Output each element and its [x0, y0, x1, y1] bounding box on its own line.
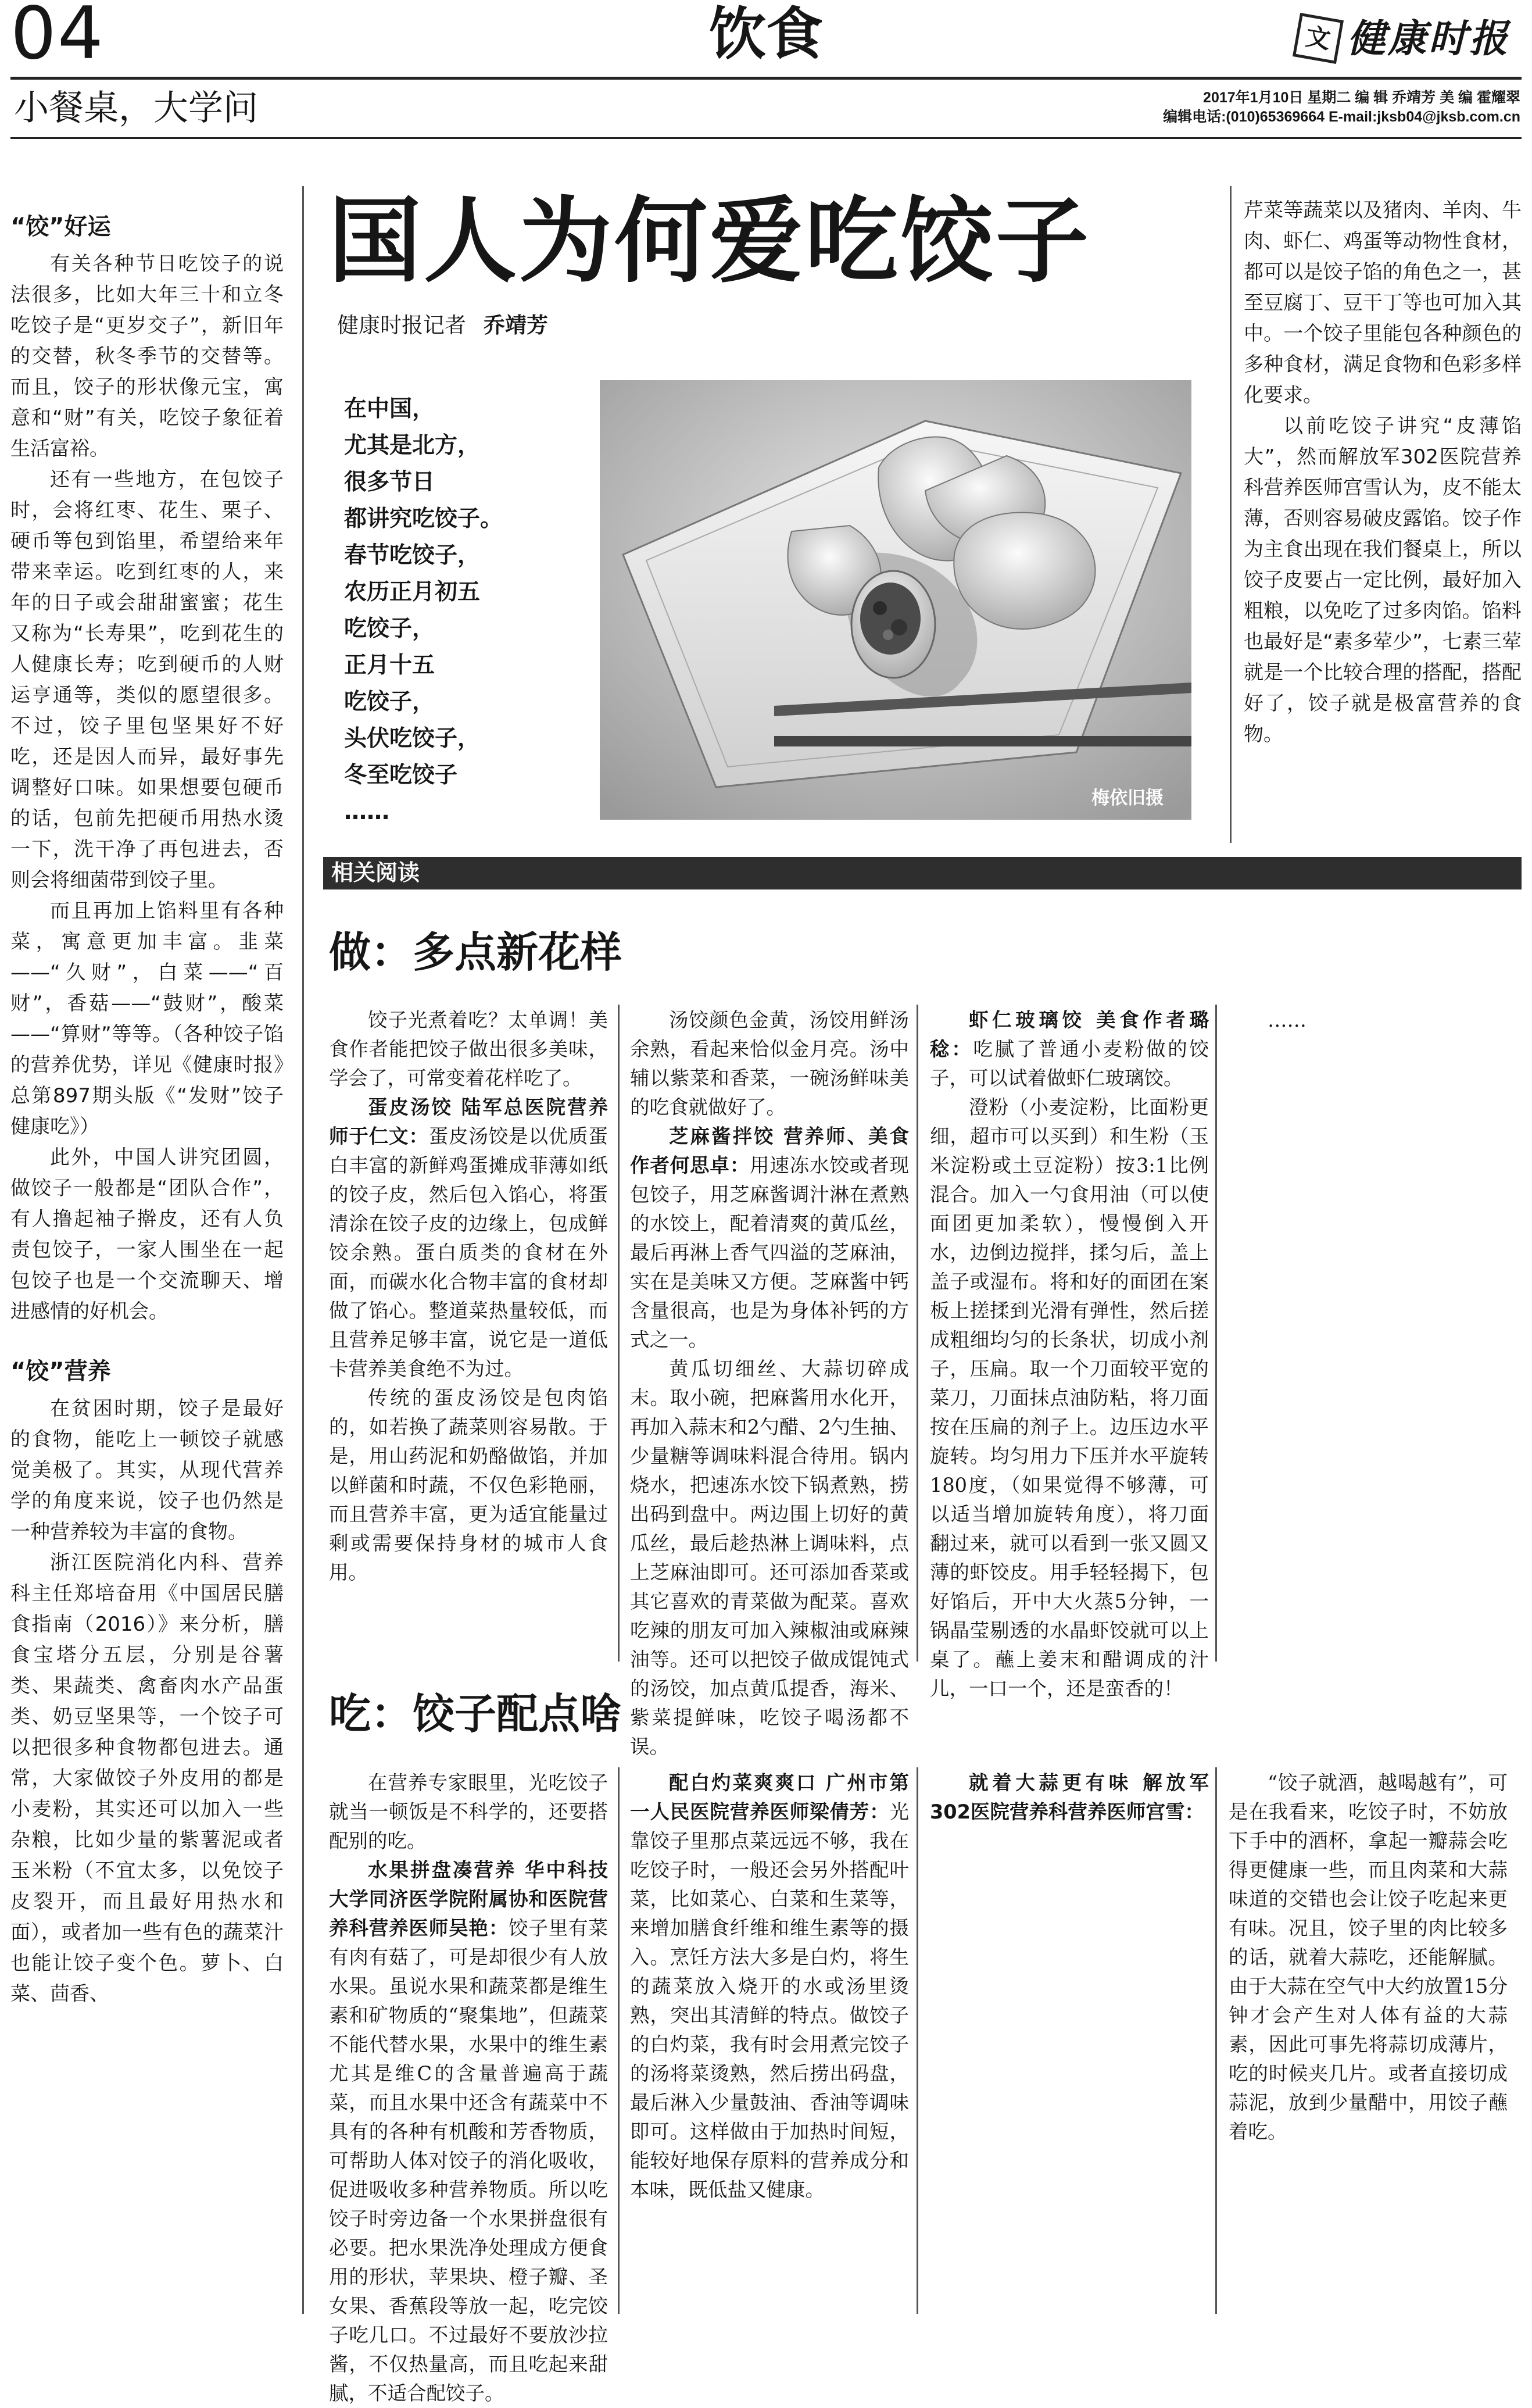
- column-divider: [1215, 1005, 1217, 1662]
- newspaper-logo: [1296, 16, 1510, 60]
- left-heading-nutrition: “饺”营养: [10, 1358, 111, 1385]
- edition-info: [1163, 88, 1520, 126]
- eating-column-3: [930, 1769, 1209, 2315]
- subhead-cooking: 做：多点新花样: [329, 927, 622, 977]
- left-paragraph: 在贫困时期，饺子是最好的食物，能吃上一顿饺子就感觉美极了。其实，从现代营养学的角度来说，饺子也仍然是一种营养较为丰富的食物。: [10, 1397, 284, 1544]
- article-right-column: [1244, 195, 1522, 750]
- lede-line: 头伏吃饺子，: [344, 726, 481, 752]
- egg-dumpling-text: 蛋皮汤饺是以优质蛋白丰富的新鲜鸡蛋摊成菲薄如纸的饺子皮，然后包入馅心，将蛋清涂在饺子皮的边缘上，包成鲜饺余熟。蛋白质类的食材在外面，而碳水化合物丰富的食材却做了馅心。整道菜热量较低，而且营养足够丰富，说它是一道低卡营养美食绝不为过。: [329, 1125, 608, 1380]
- eating-column-1: [329, 1769, 608, 2405]
- byline: [337, 313, 548, 338]
- column-divider: [917, 1005, 918, 1662]
- related-reading-label: 相关阅读: [331, 860, 420, 885]
- lede-line: ……: [344, 799, 389, 825]
- lede-line: 正月十五: [344, 652, 435, 678]
- lede-line: 都讲究吃饺子。: [344, 506, 503, 532]
- column-divider: [618, 1005, 620, 1662]
- article-paragraph: 以前吃饺子讲究“皮薄馅大”，然而解放军302医院营养科营养医师宫雪认为，皮不能太薄，否则容易破皮露馅。饺子作为主食出现在我们餐桌上，所以饺子皮要占一定比例，最好加入粗粮，以免吃了过多肉馅。馅料也最好是“素多荤少”，七素三荤就是一个比较合理的搭配，搭配好了，饺子就是极富营养的食物。: [1244, 415, 1522, 746]
- garlic-title: 就着大蒜更有味 解放军302医院营养科营养医师宫雪：: [930, 1771, 1209, 1823]
- lede-block: [344, 391, 588, 830]
- page-number: 04: [10, 0, 105, 76]
- logo-mark: 文: [1293, 13, 1344, 64]
- lede-line: 吃饺子，: [344, 689, 435, 715]
- shrimp-dumpling-text2: 澄粉（小麦淀粉，比面粉更细，超市可以买到）和生粉（玉米淀粉或土豆淀粉）按3:1比例混合。加入一勺食用油（可以使面团更加柔软），慢慢倒入开水，边倒边搅拌，揉匀后，盖上盖子或湿布。将和好的面团在案板上搓揉到光滑有弹性，然后搓成粗细均匀的长条状，切成小剂子，压扁。取一个刀面较平宽的菜刀，刀面抹点油防粘，将刀面按在压扁的剂子上。边压边水平旋转。均匀用力下压并水平旋转180度，（如果觉得不够薄，可以适当增加旋转角度），将刀面翻过来，就可以看到一张又圆又薄的虾饺皮。用手轻轻揭下，包好馅后，开中大火蒸5分钟，一锅晶莹剔透的水晶虾饺就可以上桌了。蘸上姜末和醋调成的汁儿，一口一个，还是蛮香的！: [930, 1096, 1209, 1700]
- edition-contact: 编辑电话:(010)65369664 E-mail:jksb04@jksb.com.cn: [1163, 108, 1520, 125]
- lede-line: 农历正月初五: [344, 579, 481, 605]
- blanched-veg-title: 配白灼菜爽爽口 广州市第一人民医院营养医师梁倩芳：: [630, 1771, 909, 1823]
- sesame-dumpling-title: 芝麻酱拌饺 营养师、美食作者何思卓：: [630, 1125, 909, 1177]
- lede-line: 尤其是北方，: [344, 433, 481, 459]
- cooking-column-4: [1229, 1006, 1508, 1663]
- lede-line: 很多节日: [344, 469, 435, 495]
- column-divider: [618, 1767, 620, 2314]
- byline-name: 乔靖芳: [484, 313, 548, 338]
- egg-dumpling-text3: 汤饺颜色金黄，汤饺用鲜汤余熟，看起来恰似金月亮。汤中辅以紫菜和香菜，一碗汤鲜味美的吃食就做好了。: [630, 1009, 909, 1119]
- dumpling-photo: [600, 380, 1191, 820]
- column-divider: [1230, 186, 1232, 843]
- left-column: [10, 209, 284, 2314]
- lede-line: 春节吃饺子，: [344, 542, 481, 569]
- left-paragraph: 而且再加上馅料里有各种菜，寓意更加丰富。韭菜——“久财”，白菜——“百财”，香菇——“鼓财”，酸菜——“算财”等等。（各种饺子馅的营养优势，详见《健康时报》总第897期头版《“发财”饺子健康吃》）: [10, 899, 284, 1138]
- column-divider: [1215, 1767, 1217, 2314]
- cooking-column-1: [329, 1006, 608, 1663]
- column-divider: [917, 1767, 918, 2314]
- cooking-column-3: [930, 1006, 1209, 1700]
- lede-line: 在中国，: [344, 396, 435, 422]
- cooking-intro: 饺子光煮着吃？太单调！美食作者能把饺子做出很多美味，学会了，可常变着花样吃了。: [329, 1009, 608, 1089]
- lede-line: 吃饺子，: [344, 616, 435, 642]
- eating-column-2: [630, 1769, 909, 2315]
- shrimp-dumpling-text: 吃腻了普通小麦粉做的饺子，可以试着做虾仁玻璃饺。: [930, 1038, 1209, 1089]
- garlic-text: “饺子就酒，越喝越有”，可是在我看来，吃饺子时，不妨放下手中的酒杯，拿起一瓣蒜会吃得更健康一些，而且肉菜和大蒜味道的交错也会让饺子吃起来更有味。况且，饺子里的肉比较多的话，就着大蒜吃，还能解腻。由于大蒜在空气中大约放置15分钟才会产生对人体有益的大蒜素，因此可事先将蒜切成薄片，吃的时候夹几片。或者直接切成蒜泥，放到少量醋中，用饺子蘸着吃。: [1229, 1771, 1508, 2143]
- byline-label: 健康时报记者: [337, 313, 466, 338]
- shrimp-dumpling-title: 虾仁玻璃饺 美食作者璐稔：: [930, 1009, 1209, 1060]
- left-paragraph: 此外，中国人讲究团圆，做饺子一般都是“团队合作”，有人撸起袖子擀皮，还有人负责包饺子，一家人围坐在一起包饺子也是一个交流聊天、增进感情的好机会。: [10, 1146, 284, 1323]
- left-heading-luck: “饺”好运: [10, 213, 111, 240]
- section-title: 饮食: [709, 1, 824, 67]
- left-paragraph: 有关各种节日吃饺子的说法很多，比如大年三十和立冬吃饺子是“更岁交子”，新旧年的交替，秋冬季节的交替等。而且，饺子的形状像元宝，寓意和“财”有关，吃饺子象征着生活富裕。: [10, 252, 284, 460]
- sesame-dumpling-text: 用速冻水饺或者现包饺子，用芝麻酱调汁淋在煮熟的水饺上，配着清爽的黄瓜丝，最后再淋上香气四溢的芝麻油，实在是美味又方便。芝麻酱中钙含量很高，也是为身体补钙的方式之一。: [630, 1154, 910, 1351]
- egg-dumpling-text2: 传统的蛋皮汤饺是包肉馅的，如若换了蔬菜则容易散。于是，用山药泥和奶酪做馅，并加以鲜菌和时蔬，不仅色彩艳丽，而且营养丰富，更为适宜能量过剩或需要保持身材的城市人食用。: [329, 1387, 608, 1584]
- column-divider: [302, 186, 304, 2314]
- fruit-platter-title: 水果拼盘凑营养 华中科技大学同济医学院附属协和医院营养科营养医师吴艳：: [329, 1859, 608, 1939]
- shrimp-dumpling-text2-cont: ……: [1268, 1009, 1307, 1031]
- eating-column-4: [1229, 1769, 1508, 2315]
- logo-text: 健康时报: [1347, 16, 1510, 61]
- cooking-column-2: [630, 1006, 910, 1758]
- subhead-eating: 吃：饺子配点啥: [329, 1689, 622, 1738]
- article-paragraph: 芹菜等蔬菜以及猪肉、羊肉、牛肉、虾仁、鸡蛋等动物性食材，都可以是饺子馅的角色之一，甚至豆腐丁、豆干丁等也可加入其中。一个饺子里能包各种颜色的多种食材，满足食物和色彩多样化要求。: [1244, 199, 1522, 407]
- header-rule: [10, 77, 1522, 80]
- sesame-dumpling-text2: 黄瓜切细丝、大蒜切碎成末。取小碗，把麻酱用水化开，再加入蒜末和2勺醋、2勺生抽、少量糖等调味料混合待用。锅内烧水，把速冻水饺下锅煮熟，捞出码到盘中。两边围上切好的黄瓜丝，最后趁热淋上调味料，点上芝麻油即可。还可添加香菜或其它喜欢的青菜做为配菜。喜欢吃辣的朋友可加入辣椒油或麻辣油等。还可以把饺子做成馄饨式的汤饺，加点黄瓜提香，海米、紫菜提鲜味，吃饺子喝汤都不误。: [630, 1357, 909, 1758]
- egg-dumpling-title: 蛋皮汤饺 陆军总医院营养师于仁文：: [329, 1096, 608, 1148]
- eating-intro: 在营养专家眼里，光吃饺子就当一顿饭是不科学的，还要搭配别的吃。: [329, 1771, 608, 1852]
- headline: 国人为何爱吃饺子: [328, 186, 1091, 295]
- left-paragraph: 还有一些地方，在包饺子时，会将红枣、花生、栗子、硬币等包到馅里，希望给来年带来幸运。吃到红枣的人，来年的日子或会甜甜蜜蜜；花生又称为“长寿果”，吃到花生的人健康长寿；吃到硬币的人财运亨通等，类似的愿望很多。不过，饺子里包坚果好不好吃，还是因人而异，最好事先调整好口味。如果想要包硬币的话，包前先把硬币用热水烫一下，洗干净了再包进去，否则会将细菌带到饺子里。: [10, 468, 284, 892]
- fruit-platter-text: 饺子里有菜有肉有菇了，可是却很少有人放水果。虽说水果和蔬菜都是维生素和矿物质的“聚集地”，但蔬菜不能代替水果，水果中的维生素尤其是维C的含量普遍高于蔬菜，而且水果中还含有蔬菜中不具有的各种有机酸和芳香物质，可帮助人体对饺子的消化吸收，促进吸收多种营养物质。所以吃饺子时旁边备一个水果拼盘很有必要。把水果洗净处理成方便食用的形状，苹果块、橙子瓣、圣女果、香蕉段等放一起，吃完饺子吃几口。不过最好不要放沙拉酱，不仅热量高，而且吃起来甜腻，不适合配饺子。: [329, 1917, 608, 2405]
- blanched-veg-text: 光靠饺子里那点菜远远不够，我在吃饺子时，一般还会另外搭配叶菜，比如菜心、白菜和生菜等，来增加膳食纤维和维生素等的摄入。烹饪方法大多是白灼，将生的蔬菜放入烧开的水或汤里烫熟，突出其清鲜的特点。做饺子的白灼菜，我有时会用煮完饺子的汤将菜烫熟，然后捞出码盘，最后淋入少量鼓油、香油等调味即可。这样做由于加热时间短，能较好地保存原料的营养成分和本味，既低盐又健康。: [630, 1800, 909, 2201]
- header-rule-bottom: [10, 137, 1522, 139]
- lede-line: 冬至吃饺子: [344, 762, 458, 788]
- photo-credit: 梅依旧摄: [1091, 788, 1164, 809]
- related-reading-bar: [323, 857, 1522, 889]
- page-subtitle: 小餐桌，大学问: [14, 88, 258, 128]
- edition-date-editors: 2017年1月10日 星期二 编 辑 乔靖芳 美 编 霍耀翠: [1203, 90, 1520, 106]
- left-paragraph: 浙江医院消化内科、营养科主任郑培奋用《中国居民膳食指南（2016）》来分析，膳食宝塔分五层，分别是谷薯类、果蔬类、禽畜肉水产品蛋类、奶豆坚果等，一个饺子可以把很多种食物都包进去。通常，大家做饺子外皮用的都是小麦粉，其实还可以加入一些杂粮，比如少量的紫薯泥或者玉米粉（不宜太多，以免饺子皮裂开，而且最好用热水和面），或者加一些有色的蔬菜汁也能让饺子变个色。萝卜、白菜、茴香、: [10, 1551, 284, 2006]
